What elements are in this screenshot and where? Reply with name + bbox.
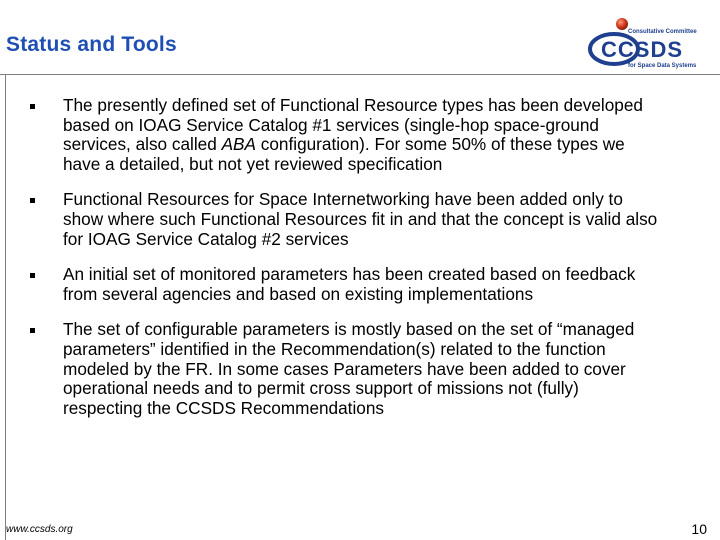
bullet-square-icon xyxy=(30,198,35,203)
page-number: 10 xyxy=(691,521,707,537)
left-margin-rule xyxy=(5,74,6,540)
slide-title: Status and Tools xyxy=(6,33,177,56)
logo-wordmark: CCSDS xyxy=(601,37,684,62)
bullet-emphasis: ABA xyxy=(221,134,256,155)
bullet-square-icon xyxy=(30,104,35,109)
bullet-text: The presently defined set of Functional Resource types has been developed based on IOAG Service Catalog #1 services (single-hop space-ground services, also called xyxy=(63,95,643,155)
bullet-text-continued: configuration). For some 50% of these types we have a detailed, but not yet reviewed specification xyxy=(63,134,625,174)
bullet-square-icon xyxy=(30,328,35,333)
ccsds-logo xyxy=(584,16,710,72)
bullet-item xyxy=(22,190,662,249)
bullet-text: An initial set of monitored parameters has been created based on feedback from several agencies and based on existing implementations xyxy=(63,264,636,304)
bullet-item xyxy=(22,320,662,418)
bullet-item xyxy=(22,96,662,174)
bullet-text: Functional Resources for Space Internetworking have been added only to show where such Functional Resources fit in and that the concept is valid also for IOAG Service Catalog #2 services xyxy=(63,189,658,249)
logo-sphere-icon xyxy=(616,18,628,30)
footer-url: www.ccsds.org xyxy=(6,524,73,535)
logo-line2: for Space Data Systems xyxy=(628,63,697,69)
bullet-item xyxy=(22,265,662,304)
bullet-text: The set of configurable parameters is mostly based on the set of “managed parameters” identified in the Recommendation(s) related to the function modeled by the FR. In some cases Parameters have been added to cover operational needs and to permit cross support of missions not (fully) respecting the CCSDS Recommendations xyxy=(63,319,635,418)
bullet-square-icon xyxy=(30,273,35,278)
logo-line1: Consultative Committee xyxy=(628,29,697,35)
title-divider xyxy=(0,74,720,75)
bullet-list xyxy=(22,96,662,434)
